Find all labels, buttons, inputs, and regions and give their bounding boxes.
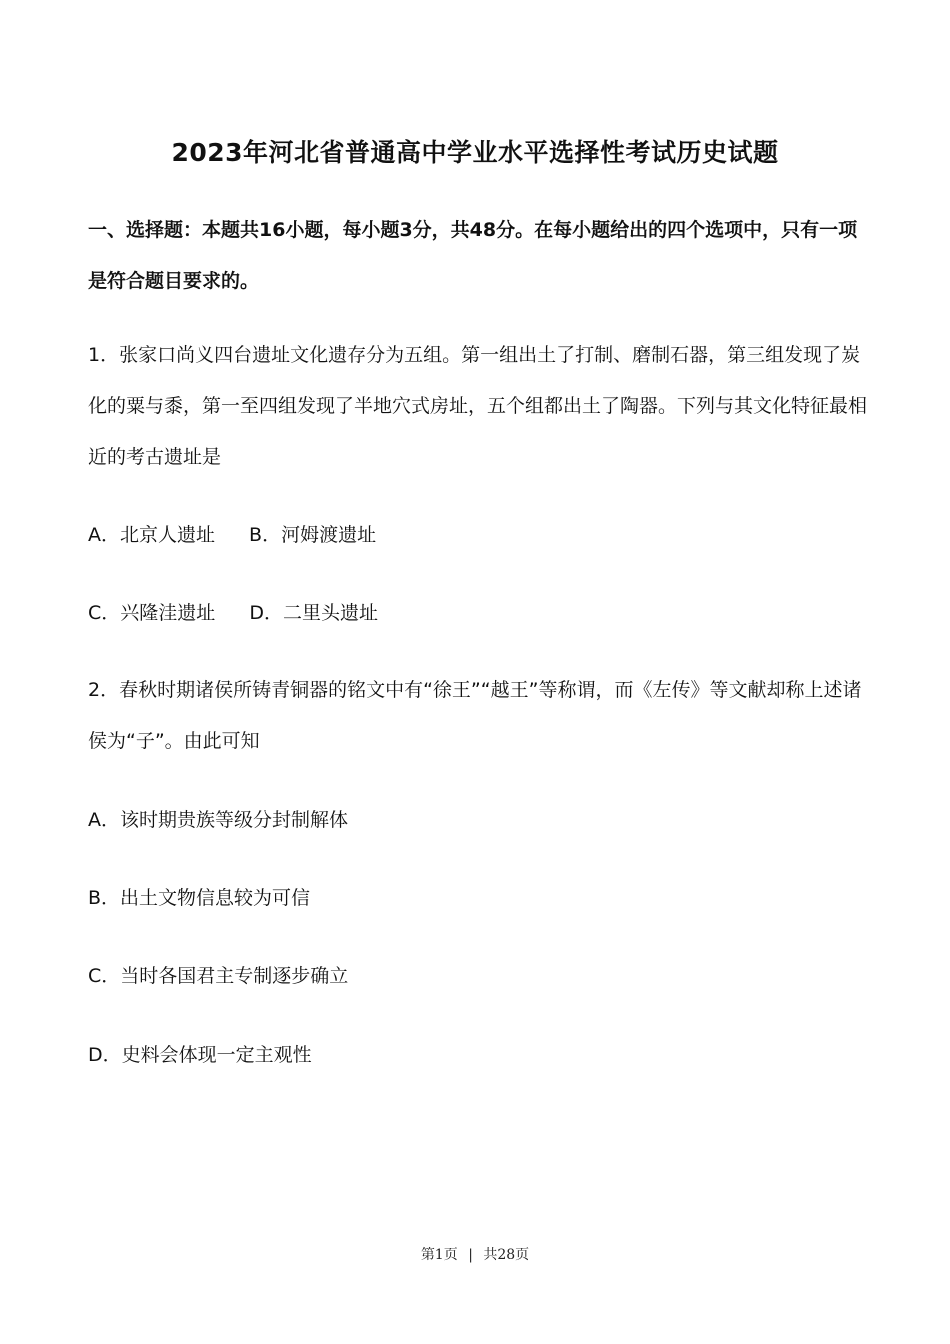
question-1-options-row-1: [88, 520, 376, 550]
question-1-option-b: B．河姆渡遗址: [249, 524, 377, 546]
question-1-option-d: D．二里头遗址: [249, 602, 378, 624]
section-heading: 一、选择题：本题共16小题，每小题3分，共48分。在每小题给出的四个选项中，只有一项是符合题目要求的。: [88, 219, 858, 292]
question-2-stem: 2．春秋时期诸侯所铸青铜器的铭文中有“徐王”“越王”等称谓，而《左传》等文献却称上述诸侯为“子”。由此可知: [88, 679, 862, 752]
question-2-option-d: D．史料会体现一定主观性: [88, 1044, 312, 1066]
question-2-option-b: B．出土文物信息较为可信: [88, 887, 311, 909]
question-1-stem: 1．张家口尚义四台遗址文化遗存分为五组。第一组出土了打制、磨制石器，第三组发现了炭化的粟与黍，第一至四组发现了半地穴式房址，五个组都出土了陶器。下列与其文化特征最相近的考古遗址是: [88, 344, 868, 468]
question-1-option-a: A．北京人遗址: [88, 524, 215, 546]
question-2-option-a: A．该时期贵族等级分封制解体: [88, 809, 348, 831]
question-2-option-c: C．当时各国君主专制逐步确立: [88, 965, 349, 987]
total-pages: 共28页: [483, 1247, 530, 1263]
page-footer: [0, 1244, 950, 1264]
footer-separator: |: [468, 1247, 473, 1263]
question-1-options-row-2: [88, 598, 378, 628]
page-number: 第1页: [420, 1247, 458, 1263]
question-1-option-c: C．兴隆洼遗址: [88, 602, 216, 624]
page-title: 2023年河北省普通高中学业水平选择性考试历史试题: [171, 138, 779, 167]
